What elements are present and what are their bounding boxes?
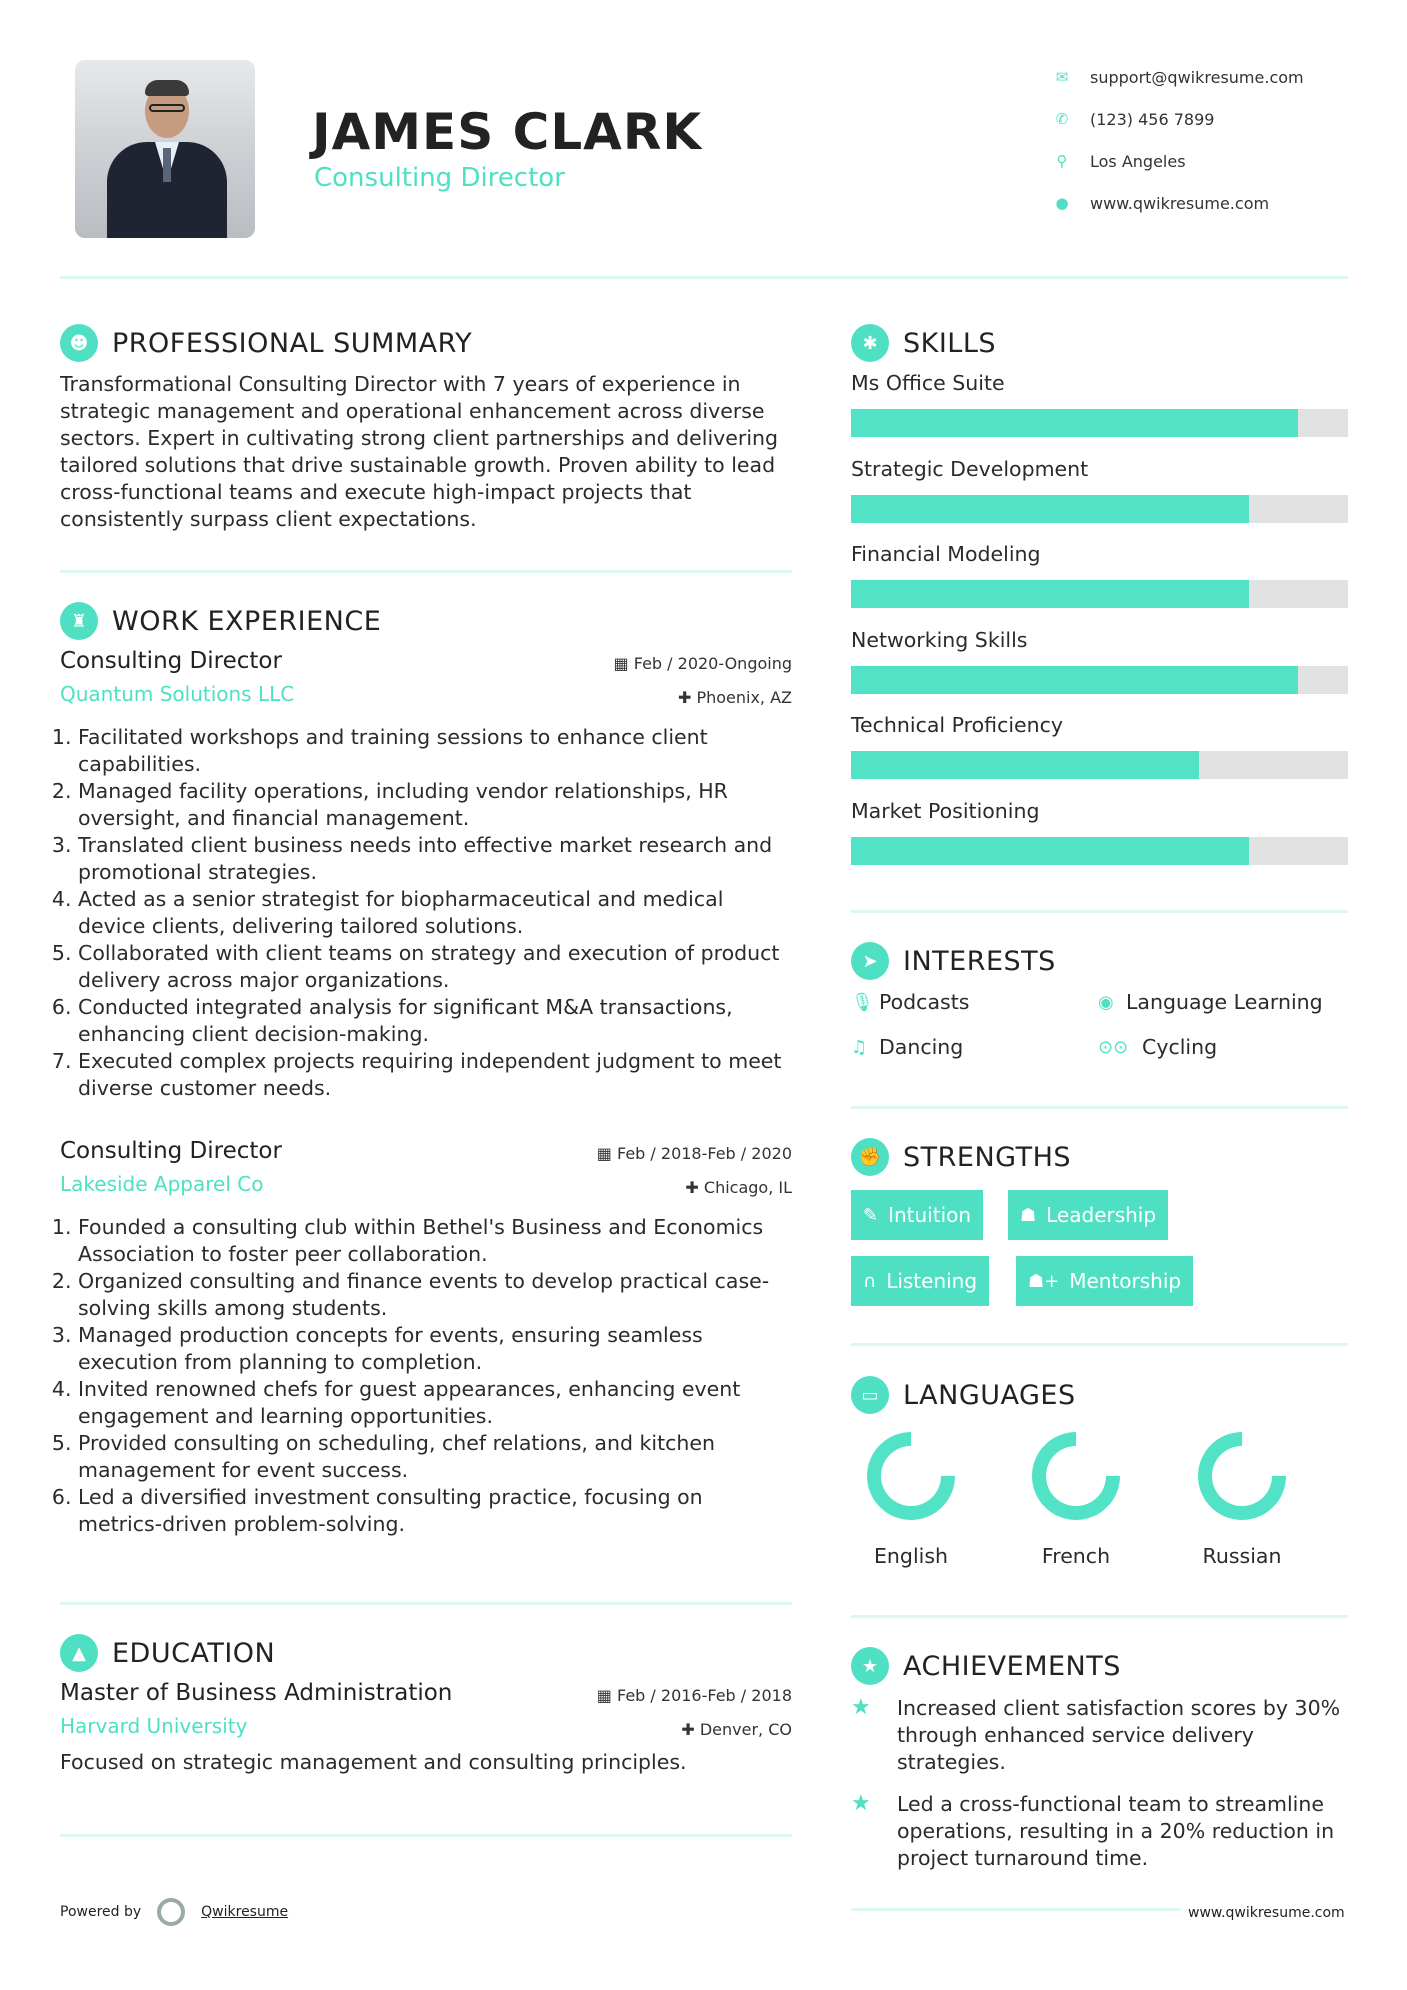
list-item: 3. Translated client business needs into effective market research and promotional strategies.: [78, 832, 792, 886]
interest-label: Language Learning: [1126, 990, 1323, 1014]
globe-icon: ●: [1055, 194, 1069, 212]
calendar-icon: ▦: [613, 654, 634, 673]
achievement-text: Led a cross-functional team to streamline operations, resulting in a 20% reduction in project turnaround time.: [897, 1792, 1335, 1870]
summary-header: [60, 324, 472, 362]
interest-item: [1098, 1035, 1217, 1059]
star-badge-icon: ★: [851, 1647, 889, 1685]
skill-bar: [851, 409, 1348, 437]
list-item: 5. Collaborated with client teams on strategy and execution of product delivery across major organizations.: [78, 940, 792, 994]
contact-email[interactable]: support@qwikresume.com: [1090, 67, 1304, 87]
interests-title: INTERESTS: [903, 945, 1056, 977]
music-note-icon: ♫: [851, 1036, 868, 1058]
contact-location: Los Angeles: [1090, 151, 1186, 171]
skill-item: [851, 457, 1348, 523]
star-icon: ★: [851, 1791, 871, 1816]
skill-label: Technical Proficiency: [851, 713, 1064, 737]
contact-phone: (123) 456 7899: [1090, 109, 1215, 129]
language-label: English: [873, 1544, 949, 1568]
skill-label: Market Positioning: [851, 798, 1040, 823]
list-item: 7. Executed complex projects requiring independent judgment to meet diverse customer needs.: [78, 1048, 792, 1102]
header-divider: [60, 276, 1348, 279]
magic-wand-icon: ✎: [863, 1204, 879, 1226]
achievement-text: Increased client satisfaction scores by 30% through enhanced service delivery strategies.: [897, 1696, 1341, 1774]
user-plus-icon: ☗+: [1028, 1270, 1060, 1292]
calendar-icon: ▦: [596, 1144, 617, 1163]
skill-bar: [851, 751, 1348, 779]
footer-powered-by: [60, 1898, 288, 1926]
strength-label: Listening: [886, 1269, 978, 1293]
skill-item: [851, 371, 1348, 437]
skill-label: Financial Modeling: [851, 542, 1041, 566]
users-icon: ☗: [1020, 1204, 1037, 1226]
strength-tag: [1016, 1256, 1193, 1306]
skill-label: Strategic Development: [851, 456, 1089, 481]
strength-label: Mentorship: [1069, 1269, 1182, 1293]
list-item: 3. Managed production concepts for events, ensuring seamless execution from planning to completion.: [78, 1322, 792, 1376]
job-date: [614, 654, 792, 673]
qwikresume-logo-icon: [157, 1898, 185, 1926]
pin-icon: ✚: [681, 1720, 700, 1739]
education-description: Focused on strategic management and consulting principles.: [60, 1750, 687, 1774]
microphone-icon: 🎙︎: [851, 991, 874, 1013]
job-bullets: [60, 1214, 792, 1538]
strength-label: Leadership: [1046, 1203, 1157, 1227]
job-date-text: Feb / 2018-Feb / 2020: [617, 1144, 792, 1163]
language-item: [1177, 1432, 1307, 1568]
job-location-text: Phoenix, AZ: [696, 688, 792, 707]
education-divider: [60, 1834, 792, 1837]
interest-label: Podcasts: [879, 990, 970, 1014]
phone-icon: ✆: [1055, 110, 1069, 128]
interests-divider: [851, 1106, 1348, 1109]
education-date-text: Feb / 2016-Feb / 2018: [617, 1686, 792, 1705]
degree: Master of Business Administration: [60, 1680, 453, 1706]
job-company: Lakeside Apparel Co: [60, 1172, 264, 1196]
email-icon: ✉: [1055, 68, 1069, 86]
strengths-divider: [851, 1343, 1348, 1346]
summary-text: Transformational Consulting Director with 7 years of experience in strategic management and operational enhancement across diverse sectors. Expert in cultivating strong client partnerships and delivering tailored solutions that drive sustainable growth. Proven ability to lead cross-functional teams and execute high-impact projects that consistently surpass client expectations.: [60, 372, 779, 531]
job-title: Consulting Director: [60, 1138, 282, 1164]
strengths-header: [851, 1138, 1071, 1176]
job-entry: [60, 1138, 792, 1538]
skill-item: [851, 799, 1348, 865]
headphones-icon: ∩: [863, 1270, 877, 1292]
job-location: [685, 1178, 792, 1197]
list-item: 4. Acted as a senior strategist for biopharmaceutical and medical device clients, delivering tailored solutions.: [78, 886, 792, 940]
education-location: [681, 1720, 792, 1739]
languages-divider: [851, 1615, 1348, 1618]
job-bullets: [60, 724, 792, 1102]
list-item: 2. Managed facility operations, including vendor relationships, HR oversight, and financial management.: [78, 778, 792, 832]
contact-block: [1052, 56, 1304, 224]
work-title: WORK EXPERIENCE: [112, 605, 382, 637]
skill-bar-fill: [851, 751, 1199, 779]
language-label: French: [1041, 1544, 1111, 1568]
work-divider: [60, 1602, 792, 1605]
skill-bar-fill: [851, 837, 1249, 865]
languages-title: LANGUAGES: [903, 1379, 1076, 1411]
language-ring: [1014, 1414, 1138, 1538]
job-title: Consulting Director: [60, 648, 282, 674]
list-item: 1. Founded a consulting club within Bethel's Business and Economics Association to foster peer collaboration.: [78, 1214, 792, 1268]
job-entry: [60, 648, 792, 1102]
user-icon: ☻: [60, 324, 98, 362]
skills-divider: [851, 910, 1348, 913]
education-title: EDUCATION: [112, 1637, 276, 1669]
language-label: Russian: [1202, 1544, 1282, 1568]
graduation-icon: ▲: [60, 1634, 98, 1672]
list-item: 6. Led a diversified investment consulting practice, focusing on metrics-driven problem-solving.: [78, 1484, 792, 1538]
briefcase-icon: ♜: [60, 602, 98, 640]
bicycle-icon: ⊙⊙: [1098, 1036, 1129, 1058]
language-icon: ▭: [851, 1376, 889, 1414]
star-icon: ★: [851, 1695, 871, 1720]
language-ring: [1180, 1414, 1304, 1538]
calendar-icon: ▦: [596, 1686, 617, 1705]
job-date-text: Feb / 2020-Ongoing: [633, 654, 792, 673]
job-date: [597, 1144, 792, 1163]
achievements-title: ACHIEVEMENTS: [903, 1650, 1121, 1682]
location-pin-icon: ⚲: [1056, 152, 1068, 170]
achievement-item: [851, 1791, 1351, 1872]
language-ring: [849, 1414, 973, 1538]
achievement-item: [851, 1695, 1351, 1776]
skill-bar-fill: [851, 495, 1249, 523]
achievements-divider: [851, 1908, 1181, 1911]
globe-icon: ◉: [1098, 991, 1114, 1013]
skill-label: Networking Skills: [851, 627, 1028, 652]
list-item: 1. Facilitated workshops and training sessions to enhance client capabilities.: [78, 724, 792, 778]
candidate-role: Consulting Director: [314, 163, 565, 193]
strength-label: Intuition: [888, 1203, 972, 1227]
footer-website[interactable]: www.qwikresume.com: [1188, 1905, 1345, 1921]
list-item: 4. Invited renowned chefs for guest appearances, enhancing event engagement and learning opportunities.: [78, 1376, 792, 1430]
skill-bar-fill: [851, 409, 1298, 437]
skill-bar: [851, 837, 1348, 865]
interest-label: Cycling: [1142, 1035, 1218, 1059]
language-item: [846, 1432, 976, 1568]
strength-tag: [1008, 1190, 1168, 1240]
skill-bar-fill: [851, 666, 1298, 694]
job-location: [678, 688, 792, 707]
school: Harvard University: [60, 1714, 248, 1738]
pin-icon: ✚: [677, 688, 697, 707]
education-date: [597, 1686, 792, 1705]
language-item: [1011, 1432, 1141, 1568]
strengths-title: STRENGTHS: [903, 1141, 1072, 1173]
pin-icon: ✚: [685, 1178, 704, 1197]
summary-title: PROFESSIONAL SUMMARY: [112, 327, 473, 359]
achievements-header: [851, 1647, 1121, 1685]
languages-header: [851, 1376, 1076, 1414]
skill-item: [851, 628, 1348, 694]
skills-title: SKILLS: [903, 327, 997, 359]
interest-label: Dancing: [879, 1035, 964, 1059]
interest-item: [851, 1035, 963, 1059]
job-company: Quantum Solutions LLC: [60, 682, 295, 706]
lightbulb-icon: ✱: [851, 324, 889, 362]
education-header: [60, 1634, 275, 1672]
paper-plane-icon: ➤: [851, 942, 889, 980]
list-item: 6. Conducted integrated analysis for significant M&A transactions, enhancing client decision-making.: [78, 994, 792, 1048]
profile-photo: [75, 60, 255, 238]
skill-bar: [851, 495, 1348, 523]
list-item: 2. Organized consulting and finance events to develop practical case-solving skills among students.: [78, 1268, 792, 1322]
contact-website[interactable]: www.qwikresume.com: [1090, 193, 1270, 213]
skill-item: [851, 713, 1348, 779]
skill-item: [851, 542, 1348, 608]
job-location-text: Chicago, IL: [703, 1178, 792, 1197]
skill-bar: [851, 666, 1348, 694]
interest-item: [1098, 990, 1323, 1014]
interest-item: [851, 990, 969, 1014]
interests-header: [851, 942, 1056, 980]
education-entry: [60, 1680, 792, 1774]
skills-header: [851, 324, 996, 362]
skill-bar: [851, 580, 1348, 608]
strength-tag: [851, 1190, 983, 1240]
list-item: 5. Provided consulting on scheduling, chef relations, and kitchen management for event success.: [78, 1430, 792, 1484]
summary-divider: [60, 570, 792, 573]
education-location-text: Denver, CO: [699, 1720, 792, 1739]
strength-tag: [851, 1256, 989, 1306]
fist-icon: ✊: [851, 1138, 889, 1176]
skill-label: Ms Office Suite: [851, 371, 1005, 395]
candidate-name: JAMES CLARK: [312, 103, 703, 161]
work-header: [60, 602, 381, 640]
powered-by-label: Powered by: [60, 1904, 142, 1920]
brand-link[interactable]: Qwikresume: [201, 1904, 289, 1920]
skill-bar-fill: [851, 580, 1249, 608]
